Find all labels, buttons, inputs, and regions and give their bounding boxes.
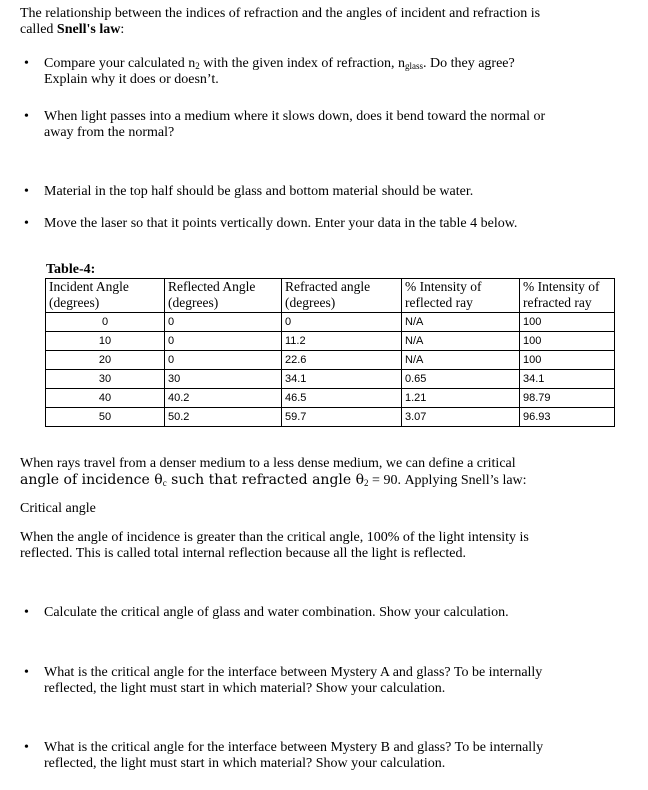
table-row (46, 389, 615, 408)
cell-refracted: 11.2 (282, 332, 402, 351)
cell-intensity-refracted: 100 (520, 351, 615, 370)
critical-angle-heading: Critical angle (20, 501, 96, 516)
cell-refracted: 59.7 (282, 408, 402, 427)
cell-intensity-refracted: 96.93 (520, 408, 615, 427)
cell-incident: 40 (46, 389, 165, 408)
bullet-dot: • (24, 740, 29, 755)
cell-reflected: 0 (165, 332, 282, 351)
cell-intensity-reflected: N/A (402, 313, 520, 332)
header-incident-angle: Incident Angle (degrees) (46, 279, 165, 313)
cell-reflected: 40.2 (165, 389, 282, 408)
table-row (46, 332, 615, 351)
bullet-dot: • (24, 109, 29, 124)
intro-paragraph (20, 6, 630, 38)
cell-intensity-refracted: 100 (520, 313, 615, 332)
table-row (46, 408, 615, 427)
total-internal-reflection-paragraph: When the angle of incidence is greater than the critical angle, 100% of the light intensity is reflected. This is called total internal reflection because all the light is reflected. (20, 530, 529, 561)
cell-incident: 10 (46, 332, 165, 351)
cell-incident: 0 (46, 313, 165, 332)
cell-incident: 50 (46, 408, 165, 427)
cell-reflected: 30 (165, 370, 282, 389)
bullet-dot: • (24, 56, 29, 71)
cell-refracted: 0 (282, 313, 402, 332)
cell-intensity-reflected: 0.65 (402, 370, 520, 389)
cell-intensity-reflected: N/A (402, 332, 520, 351)
bullet-dot: • (24, 216, 29, 231)
header-refracted-angle: Refracted angle (degrees) (282, 279, 402, 313)
cell-reflected: 50.2 (165, 408, 282, 427)
cell-reflected: 0 (165, 313, 282, 332)
cell-intensity-reflected: 1.21 (402, 389, 520, 408)
cell-intensity-reflected: N/A (402, 351, 520, 370)
cell-intensity-reflected: 3.07 (402, 408, 520, 427)
intro-line-1: The relationship between the indices of refraction and the angles of incident and refraction is (20, 6, 541, 21)
cell-refracted: 46.5 (282, 389, 402, 408)
critical-definition-paragraph: When rays travel from a denser medium to a less dense medium, we can define a critical angle of incidence $\theta_c$ such that refracted angle $\theta_2 = 90$. Applying Snell’s law: (20, 456, 527, 488)
bullet-dot: • (24, 184, 29, 199)
header-intensity-refracted: % Intensity of refracted ray (520, 279, 615, 313)
cell-incident: 20 (46, 351, 165, 370)
cell-intensity-refracted: 100 (520, 332, 615, 351)
cell-refracted: 34.1 (282, 370, 402, 389)
table-header-row (46, 279, 615, 313)
cell-incident: 30 (46, 370, 165, 389)
snells-law-term: Snell's law (56, 22, 121, 37)
table-row (46, 370, 615, 389)
data-table (45, 278, 615, 427)
table-row (46, 351, 615, 370)
bullet-dot: • (24, 605, 29, 620)
intro-line-2: called Snell's law: (20, 22, 125, 37)
bullet-dot: • (24, 665, 29, 680)
cell-intensity-refracted: 98.79 (520, 389, 615, 408)
cell-reflected: 0 (165, 351, 282, 370)
cell-refracted: 22.6 (282, 351, 402, 370)
header-reflected-angle: Reflected Angle (degrees) (165, 279, 282, 313)
table-row (46, 313, 615, 332)
cell-intensity-refracted: 34.1 (520, 370, 615, 389)
header-intensity-reflected: % Intensity of reflected ray (402, 279, 520, 313)
table-caption: Table-4: (46, 262, 96, 277)
